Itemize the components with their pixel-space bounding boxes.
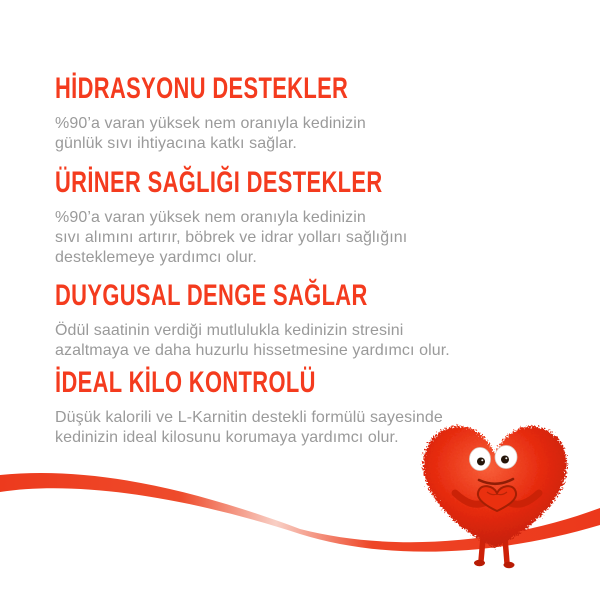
right-pupil [501,456,509,464]
section-body [55,208,555,268]
mascot-heart-body [423,426,567,548]
section-emotional-balance [55,281,555,361]
section-urinary-health [55,168,555,268]
body-line: günlük sıvı ihtiyacına katkı sağlar. [55,135,297,152]
fluffy-red-heart-mascot [413,413,583,583]
body-line: desteklemeye yardımcı olur. [55,249,257,266]
body-line: kedinizin ideal kilosunu korumaya yardımcı olur. [55,429,399,446]
section-heading: İDEAL KİLO KONTROLÜ [55,366,316,399]
section-heading: ÜRİNER SAĞLIĞI DESTEKLER [55,166,383,199]
body-line: %90’a varan yüksek nem oranıyla kedinizin [55,209,366,226]
body-line: Ödül saatinin verdiği mutlulukla kedinizin stresini [55,322,404,339]
section-hydration [55,74,555,154]
body-line: azaltmaya ve daha huzurlu hissetmesine yardımcı olur. [55,342,450,359]
body-line: Düşük kalorili ve L-Karnitin destekli formülü sayesinde [55,409,443,426]
section-heading: HİDRASYONU DESTEKLER [55,72,349,105]
left-pupil [477,458,485,466]
section-body [55,114,555,154]
section-body [55,321,555,361]
section-heading: DUYGUSAL DENGE SAĞLAR [55,279,368,312]
body-line: %90’a varan yüksek nem oranıyla kedinizin [55,115,366,132]
body-line: sıvı alımını artırır, böbrek ve idrar yolları sağlığını [55,229,408,246]
